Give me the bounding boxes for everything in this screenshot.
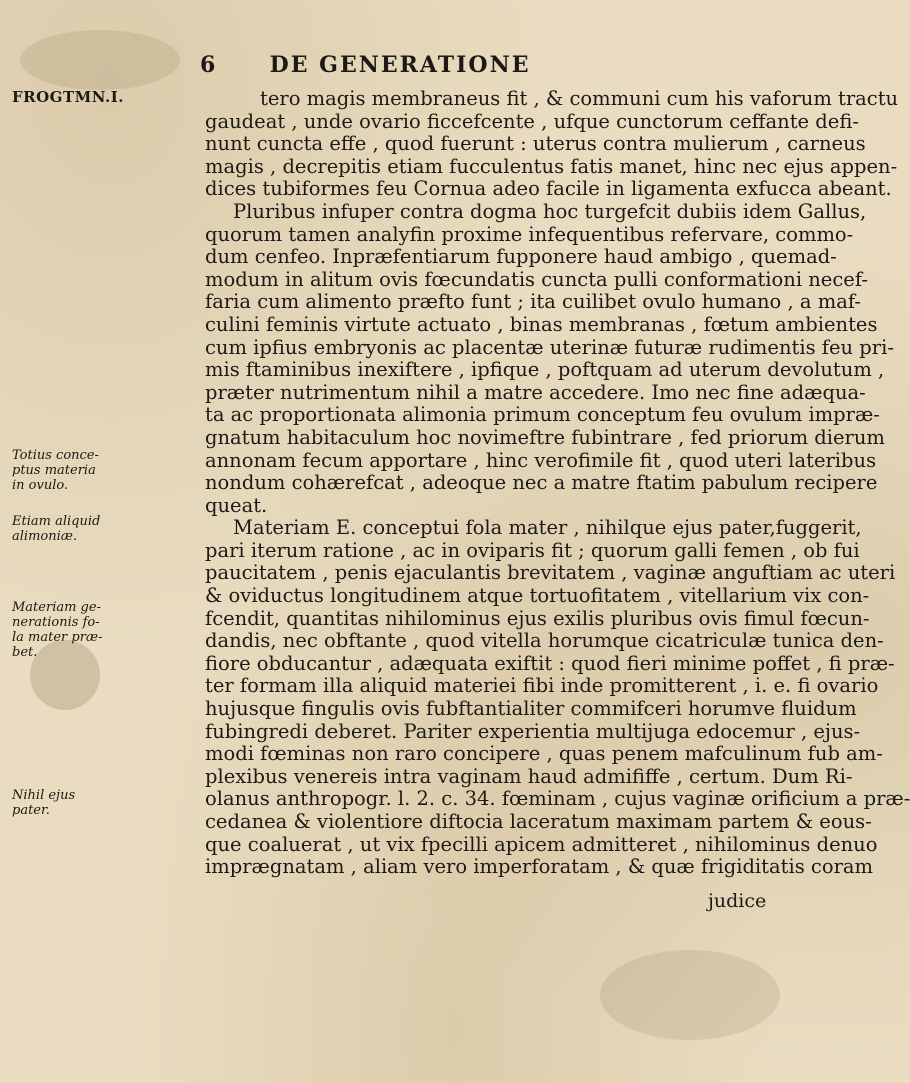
text-line: queat. — [205, 493, 268, 517]
body-text — [205, 87, 910, 879]
margin-note-line: Materiam ge- — [12, 600, 101, 615]
text-line: Pluribus infuper contra dogma hoc turgefcit dubiis idem Gallus, — [233, 199, 867, 223]
margin-note-line: Totius conce- — [12, 448, 99, 463]
text-line: olanus anthropogr. l. 2. c. 34. fœminam , cujus vaginæ orificium a præ- — [205, 787, 910, 811]
margin-note-line: pater. — [12, 803, 50, 818]
margin-note-materiam — [12, 600, 192, 660]
margin-note-nihil — [12, 788, 192, 818]
text-line: magis , decrepitis etiam fucculentus fatis manet, hinc nec ejus appen- — [205, 154, 898, 178]
margin-note-etiam — [12, 514, 192, 544]
margin-note-line: bet. — [12, 645, 38, 660]
margin-note-line: nerationis fo- — [12, 615, 100, 630]
page-header — [200, 52, 720, 78]
text-line: culini feminis virtute actuato , binas membranas , fœtum ambientes — [205, 312, 878, 336]
text-line: cedanea & violentiore diftocia laceratum maximam partem & eous- — [205, 810, 872, 833]
text-line: modi fœminas non raro concipere , quas penem mafculinum fub am- — [205, 742, 883, 766]
text-line: nondum cohærefcat , adeoque nec a matre ftatim pabulum recipere — [205, 471, 878, 495]
margin-note-line: alimoniæ. — [12, 529, 78, 544]
text-line: nunt cuncta effe , quod fuerunt : uterus contra mulierum , carneus — [205, 132, 866, 156]
text-line: fubingredi deberet. Pariter experientia multijuga edocemur , ejus- — [205, 719, 861, 743]
text-line: fiore obducantur , adæquata exiftit : quod fieri minime poffet , fi præ- — [205, 651, 895, 675]
margin-heading: FROGTMN.I. — [12, 88, 124, 106]
catchword: judice — [708, 890, 767, 912]
text-line: ta ac proportionata alimonia primum conceptum feu ovulum impræ- — [205, 403, 880, 427]
text-line: præter nutrimentum nihil a matre accedere. Imo nec fine adæqua- — [205, 380, 866, 404]
text-line: plexibus venereis intra vaginam haud admififfe , certum. Dum Ri- — [205, 764, 853, 788]
text-line: pari iterum ratione , ac in oviparis fit ; quorum galli femen , ob fui — [205, 538, 860, 562]
text-line: faria cum alimento præfto funt ; ita cuilibet ovulo humano , a maf- — [205, 290, 861, 314]
text-line: dices tubiformes feu Cornua adeo facile in ligamenta exfucca abeant. — [205, 177, 892, 201]
text-line: tero magis membraneus fit , & communi cum his vaforum tractu — [260, 87, 899, 110]
text-line: ter formam illa aliquid materiei fibi inde promitterent , i. e. fi ovario — [205, 674, 879, 698]
text-line: cum ipfius embryonis ac placentæ uterinæ futuræ rudimentis feu pri- — [205, 335, 894, 359]
text-line: quorum tamen analyfin proxime infequentibus refervare, commo- — [205, 222, 854, 246]
text-line: Materiam E. conceptui fola mater , nihilque ejus pater,fuggerit, — [233, 516, 862, 540]
margin-note-line: Etiam aliquid — [12, 514, 101, 529]
margin-note-line: ptus materia — [12, 463, 96, 478]
text-line: dandis, nec obftante , quod vitella horumque cicatriculæ tunica den- — [205, 629, 884, 653]
margin-note-line: la mater præ- — [12, 630, 103, 645]
text-line: que coaluerat , ut vix fpecilli apicem admitteret , nihilominus denuo — [205, 832, 878, 856]
page-number: 6 — [200, 52, 218, 78]
margin-note-totius — [12, 448, 192, 493]
text-line: modum in alitum ovis fœcundatis cuncta pulli conformationi necef- — [205, 267, 868, 291]
text-line: mis ftaminibus inexiftere , ipfique , poftquam ad uterum devolutum , — [205, 358, 885, 382]
text-line: gnatum habitaculum hoc novimeftre fubintrare , fed priorum dierum — [205, 425, 885, 449]
margin-note-line: Nihil ejus — [12, 788, 76, 803]
text-line: paucitatem , penis ejaculantis brevitatem , vaginæ anguftiam ac uteri — [205, 561, 896, 585]
text-line: gaudeat , unde ovario ficcefcente , ufque cunctorum ceffante defi- — [205, 109, 859, 133]
text-line: annonam fecum apportare , hinc verofimile fit , quod uteri lateribus — [205, 448, 877, 472]
text-line: imprægnatam , aliam vero imperforatam , & quæ frigiditatis coram — [205, 855, 874, 879]
text-line: & oviductus longitudinem atque tortuofitatem , vitellarium vix con- — [205, 584, 870, 608]
margin-note-line: in ovulo. — [12, 478, 69, 493]
text-line: hujusque fingulis ovis fubftantialiter commifceri horumve fluidum — [205, 697, 857, 721]
text-line: dum cenfeo. Inpræfentiarum fupponere haud ambigo , quemad- — [205, 245, 837, 269]
running-title: DE GENERATIONE — [269, 52, 531, 78]
text-line: fcendit, quantitas nihilominus ejus exilis pluribus ovis fimul fœcun- — [205, 606, 870, 630]
